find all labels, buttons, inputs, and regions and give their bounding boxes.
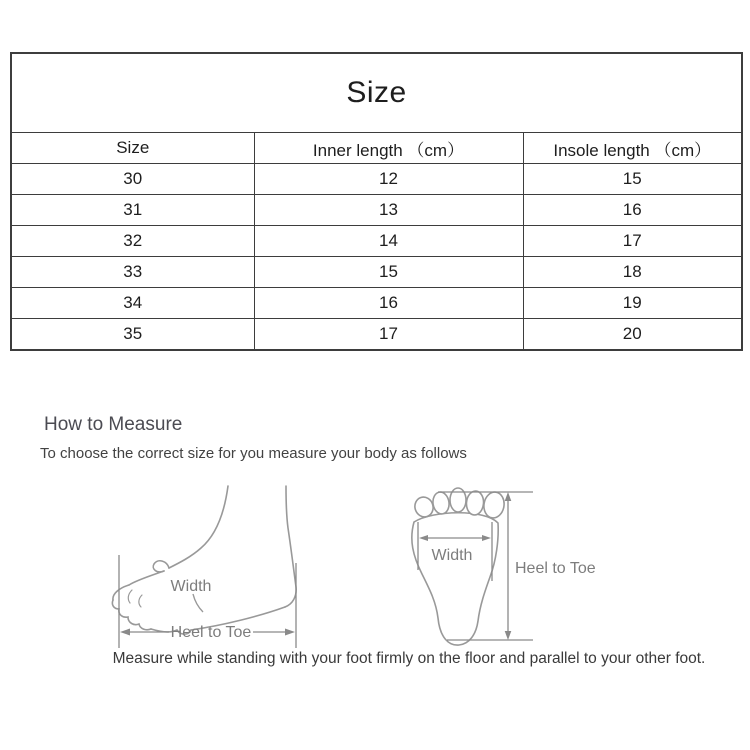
foot-sole-outline: [412, 513, 498, 645]
arrowhead-left-icon: [120, 629, 130, 636]
table-cell: 15: [523, 164, 742, 195]
foot-side-outline: [112, 486, 296, 634]
table-cell: 17: [523, 226, 742, 257]
table-title: Size: [11, 53, 742, 133]
table-cell: 20: [523, 319, 742, 351]
table-cell: 17: [254, 319, 523, 351]
table-cell: 35: [11, 319, 254, 351]
width-label: Width: [431, 547, 473, 564]
table-cell: 14: [254, 226, 523, 257]
table-row: [11, 195, 742, 226]
heel-to-toe-label: Heel to Toe: [515, 560, 596, 577]
table-row: [11, 319, 742, 351]
measure-instruction-caption: Measure while standing with your foot firmly on the floor and parallel to your other foot.: [112, 650, 706, 667]
width-label: Width: [170, 578, 212, 595]
table-cell: 16: [523, 195, 742, 226]
table-cell: 18: [523, 257, 742, 288]
table-cell: 13: [254, 195, 523, 226]
table-cell: 32: [11, 226, 254, 257]
heel-to-toe-label: Heel to Toe: [170, 624, 252, 641]
column-header-insole-length: Insole length （cm）: [523, 133, 742, 164]
arrowhead-right-icon: [285, 629, 295, 636]
table-cell: 16: [254, 288, 523, 319]
arrowhead-up-icon: [505, 492, 512, 501]
table-cell: 30: [11, 164, 254, 195]
foot-side-view-diagram: [105, 478, 310, 650]
width-pointer-line: [193, 594, 203, 612]
table-cell: 19: [523, 288, 742, 319]
table-row: [11, 226, 742, 257]
foot-sole-view-diagram: [405, 478, 605, 653]
table-row: [11, 257, 742, 288]
table-title-row: [11, 53, 742, 133]
how-to-measure-heading: How to Measure: [44, 414, 183, 435]
table-cell: 12: [254, 164, 523, 195]
table-header-row: [11, 133, 742, 164]
size-chart-table: [10, 52, 743, 351]
column-header-inner-length: Inner length （cm）: [254, 133, 523, 164]
arrowhead-down-icon: [505, 631, 512, 640]
how-to-measure-subtext: To choose the correct size for you measure your body as follows: [40, 445, 467, 462]
table-cell: 33: [11, 257, 254, 288]
table-row: [11, 288, 742, 319]
table-cell: 31: [11, 195, 254, 226]
table-cell: 15: [254, 257, 523, 288]
table-cell: 34: [11, 288, 254, 319]
column-header-size: Size: [11, 133, 254, 164]
table-row: [11, 164, 742, 195]
